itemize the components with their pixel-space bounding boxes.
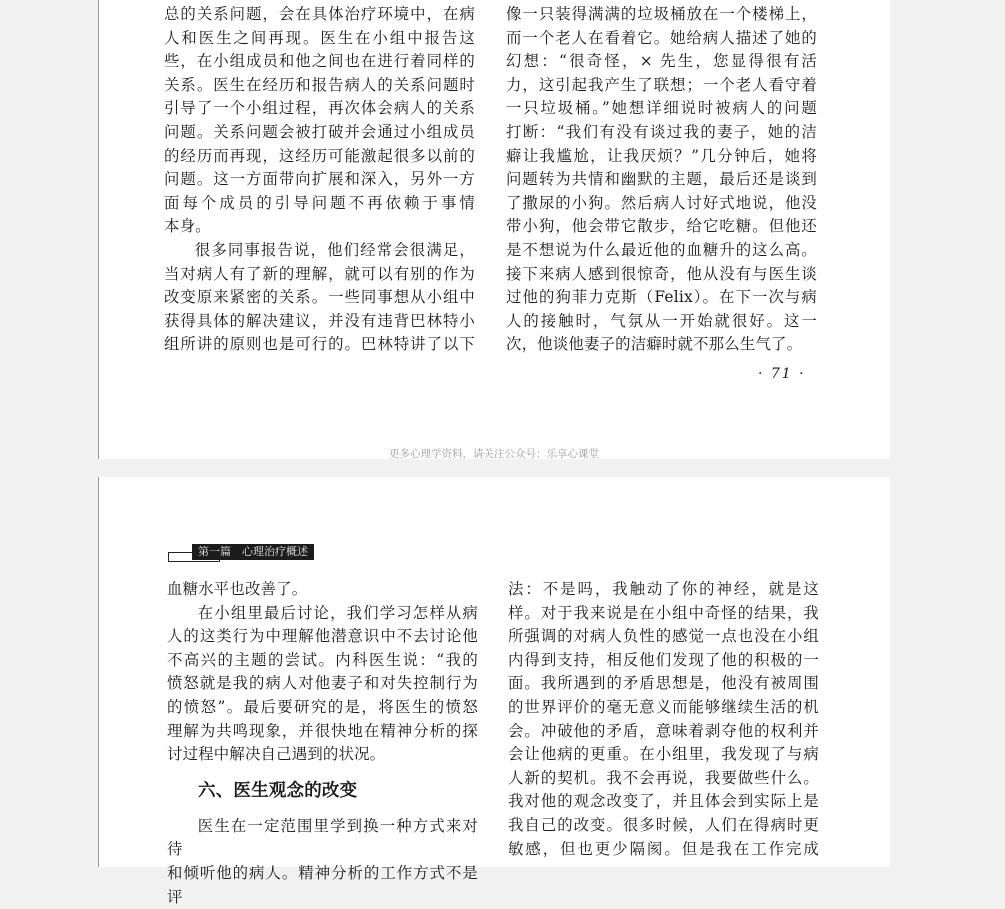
text-line: 癖让我尴尬，让我厌烦？”几分钟后，她将 — [506, 146, 817, 165]
text-line: 问题转为共情和幽默的主题，最后还是谈到 — [506, 170, 817, 189]
text-line: 所强调的对病人负性的感觉一点也没在小组 — [508, 627, 819, 646]
text-line: 很多同事报告说，他们经常会很满足， — [194, 240, 475, 259]
right-text-column — [506, 3, 817, 357]
book-page-71 — [98, 0, 890, 459]
text-line: 当对病人有了新的理解，就可以有别的作为 — [164, 264, 475, 283]
text-line: 不高兴的主题的尝试。内科医生说：“我的 — [167, 650, 478, 669]
page-number: · 71 · — [758, 366, 806, 382]
page-edge-line — [98, 0, 99, 459]
text-line: 了撒尿的小狗。然后病人讨好式地说，他没 — [506, 193, 817, 212]
text-line: 关系。医生在经历和报告病人的关系问题时 — [164, 75, 475, 94]
text-line: 引导了一个小组过程，再次体会病人的关系 — [164, 99, 475, 118]
text-line: 总的关系问题，会在具体治疗环境中，在病 — [164, 5, 475, 23]
text-line: 获得具体的解决建议，并没有违背巴林特小 — [164, 311, 475, 330]
text-line: 的愤怒”。最后要研究的是，将医生的愤怒 — [167, 697, 478, 716]
text-line: 些，在小组成员和他之间也在进行着同样的 — [164, 52, 475, 71]
text-line: 愤怒就是我的病人对他妻子和对失控制行为 — [167, 674, 478, 693]
text-line: 一只垃圾桶。”她想详细说时被病人的问题 — [506, 99, 817, 118]
running-head — [168, 544, 328, 562]
text-line: 讨过程中解决自己遇到的状况。 — [167, 745, 386, 764]
running-head-label: 第一篇 心理治疗概述 — [192, 544, 314, 560]
text-line: 人和医生之间再现。医生在小组中报告这 — [164, 28, 475, 47]
text-line: 法：不是吗，我触动了你的神经，就是这 — [508, 580, 819, 598]
right-text-column — [508, 578, 819, 861]
text-line: 在小组里最后讨论，我们学习怎样从病 — [197, 603, 478, 622]
footer-watermark-note: 更多心理学资料，请关注公众号：乐享心课堂 — [389, 448, 599, 460]
text-line: 改变原来紧密的关系。一些同事想从小组中 — [164, 288, 475, 307]
text-line: 带小狗，他会带它散步，给它吃糖。但他还 — [506, 217, 817, 236]
text-line: 面每个成员的引导问题不再依赖于事情 — [164, 193, 475, 212]
text-line: 人新的契机。我不会再说，我要做些什么。 — [508, 768, 819, 787]
text-line: 接下来病人感到很惊奇，他从没有与医生谈 — [506, 264, 817, 283]
text-line: 血糖水平也改善了。 — [167, 580, 308, 598]
text-line: 而一个老人在看着它。她给病人描述了她的 — [506, 28, 817, 47]
text-line: 医生在一定范围里学到换一种方式来对待 — [167, 816, 478, 859]
text-line: 本身。 — [164, 217, 211, 236]
text-line: 会让他病的更重。在小组里，我发现了与病 — [508, 745, 819, 764]
left-text-column — [167, 578, 478, 909]
text-line: 面。我所遇到的矛盾思想是，他没有被周围 — [508, 674, 819, 693]
text-line: 问题。关系问题会被打破并会通过小组成员 — [164, 122, 475, 141]
text-line: 是不想说为什么最近他的血糖升的这么高。 — [506, 240, 817, 259]
text-line: 我自己的改变。很多时候，人们在得病时更 — [508, 815, 819, 834]
text-line: 像一只装得满满的垃圾桶放在一个楼梯上， — [506, 5, 817, 23]
text-line: 和倾听他的病人。精神分析的工作方式不是评 — [167, 863, 478, 906]
text-line: 的经历而再现，这经历可能激起很多以前的 — [164, 146, 475, 165]
left-text-column — [164, 3, 475, 357]
text-line: 会。冲破他的矛盾，意味着剥夺他的权利并 — [508, 721, 819, 740]
book-page-72 — [98, 477, 890, 906]
text-line: 的世界评价的毫无意义而能够继续生活的机 — [508, 697, 819, 716]
section-heading: 六、医生观念的改变 — [198, 780, 358, 801]
text-line: 过他的狗菲力克斯（Felix）。在下一次与病 — [506, 288, 817, 307]
text-line: 人的这类行为中理解他潜意识中不去讨论他 — [167, 627, 478, 646]
text-line: 组所讲的原则也是可行的。巴林特讲了以下 — [164, 335, 475, 354]
text-line: 我对他的观念改变了，并且体会到实际上是 — [508, 792, 819, 811]
text-line: 打断：“我们有没有谈过我的妻子，她的洁 — [506, 122, 817, 141]
text-line: 敏感，但也更少隔阂。但是我在工作完成 — [508, 839, 819, 858]
page-edge-line — [98, 477, 99, 867]
text-line: 理解为共鸣现象，并很快地在精神分析的探 — [167, 721, 478, 740]
text-line: 次，他谈他妻子的洁癖时就不那么生气了。 — [506, 335, 803, 354]
text-line: 样。对于我来说是在小组中奇怪的结果，我 — [508, 603, 819, 622]
text-line: 力，这引起我产生了联想；一个老人看守着 — [506, 75, 817, 94]
text-line: 人的接触时，气氛从一开始就很好。这一 — [506, 311, 817, 330]
text-line: 内得到支持，相反他们发现了他的积极的一 — [508, 650, 819, 669]
text-line: 幻想：“很奇怪，× 先生，您显得很有活 — [506, 52, 817, 71]
text-line: 问题。这一方面带向扩展和深入，另外一方 — [164, 170, 475, 189]
